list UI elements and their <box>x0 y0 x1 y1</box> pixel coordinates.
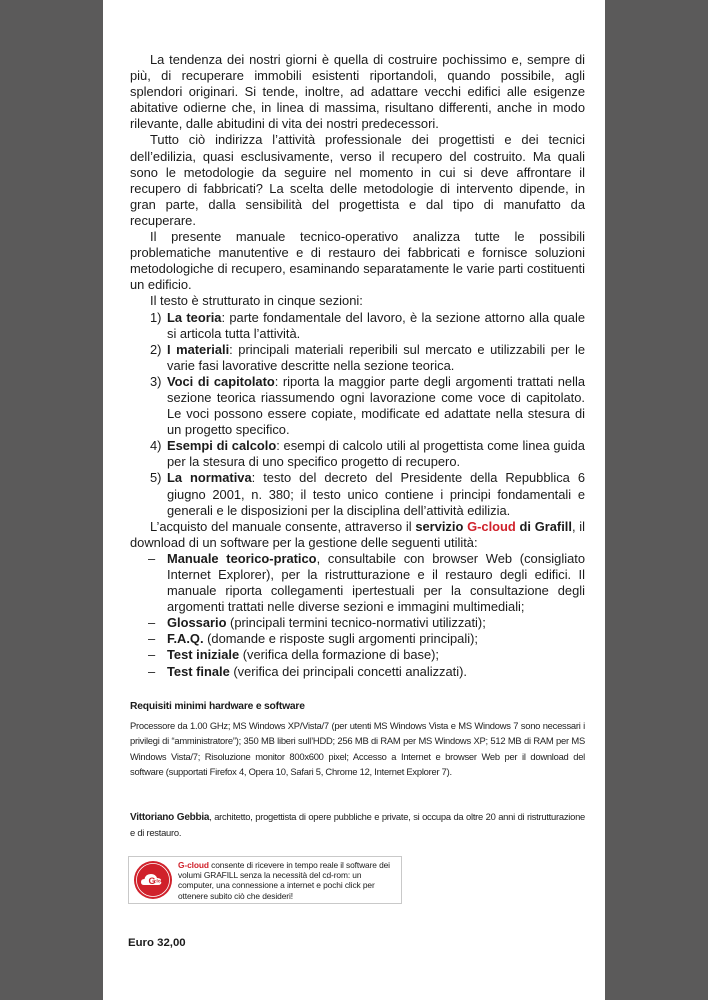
grafill-label: di Grafill <box>515 518 572 534</box>
logo-word: cloud <box>154 878 167 884</box>
promo-description: consente di ricevere in tempo reale il software dei volumi GRAFILL senza la necessità del cd-rom: un computer, una connessione a internet e pochi click per ottenere subito ciò che desideri! <box>178 860 390 901</box>
utility-item <box>130 631 585 647</box>
utility-title: Test iniziale <box>167 647 240 663</box>
utility-item <box>130 551 585 615</box>
gcloud-promo-box <box>128 856 402 904</box>
author-description: , architetto, progettista di opere pubbliche e private, si occupa da oltre 20 anni di ristrutturazione e di restauro. <box>130 810 585 839</box>
logo-letter: G <box>148 876 156 886</box>
utility-title: F.A.Q. <box>167 631 204 647</box>
section-description: : principali materiali reperibili sul mercato e utilizzabili per le varie fasi lavorative descritte nella sezione teorica. <box>167 341 585 373</box>
gcloud-logo-icon <box>133 860 173 900</box>
requirements-text: Processore da 1.00 GHz; MS Windows XP/Vista/7 (per utenti MS Windows Vista e MS Windows 7 sono necessari i privilegi di “amministratore”); 350 MB liberi sull’HDD; 256 MB di RAM per MS Windows XP; 512 MB di RAM per MS Windows Vista/7; Risoluzione monitor 800x600 pixel; Accesso a Internet e browser Web per il download del software (supportati Firefox 4, Opera 10, Safari 5, Chrome 12, Internet Explorer 7). <box>130 719 585 778</box>
promo-text <box>178 860 398 901</box>
dash-bullet: – <box>148 550 156 566</box>
utility-item <box>130 647 585 663</box>
utility-description: , consultabile con browser Web (consigliato Internet Explorer), per la ristrutturazione e il restauro degli edifici. Il manuale riporta collegamenti ipertestuali per la consultazione degli argomenti trattati nelle diverse sezioni e immagini multimediali; <box>167 550 585 615</box>
section-title: Esempi di calcolo <box>167 438 277 454</box>
utility-item <box>130 664 585 680</box>
servizio-label: servizio <box>415 518 468 534</box>
price-label: Euro 32,00 <box>128 937 186 949</box>
utilities-list <box>130 551 585 680</box>
content-column <box>130 52 585 841</box>
intro-paragraph-2: Tutto ciò indirizza l’attività professionale dei progettisti e dei tecnici dell’edilizia, quasi esclusivamente, verso il recupero del costruito. Ma quali sono le metodologie da seguire nel momento in cui si deve affrontare il recupero di fabbricati? La scelta delle metodologie di intervento dipende, in gran parte, dalla sensibilità del progettista e dal tipo di manufatto da recuperare. <box>130 132 585 228</box>
section-item <box>130 310 585 342</box>
section-number: 1) <box>150 309 162 325</box>
section-number: 4) <box>150 438 162 454</box>
dash-bullet: – <box>148 615 156 631</box>
section-number: 2) <box>150 341 162 357</box>
dash-bullet: – <box>148 663 156 679</box>
purchase-text-end: , il download di un software per la gestione delle seguenti utilità: <box>130 518 585 550</box>
intro-paragraph-4: Il testo è strutturato in cinque sezioni: <box>150 293 363 309</box>
purchase-text-start: L’acquisto del manuale consente, attraverso il <box>150 518 416 534</box>
section-description: : parte fondamentale del lavoro, è la sezione attorno alla quale si articola tutta l’attività. <box>167 309 585 341</box>
section-title: Voci di capitolato <box>167 373 275 389</box>
section-title: I materiali <box>167 341 230 357</box>
section-item <box>130 374 585 438</box>
section-title: La normativa <box>167 470 252 486</box>
section-number: 5) <box>150 470 162 486</box>
utility-title: Test finale <box>167 663 230 679</box>
section-title: La teoria <box>167 309 222 325</box>
author-bio <box>130 809 585 841</box>
intro-paragraph-1: La tendenza dei nostri giorni è quella di costruire pochissimo e, sempre di più, di recuperare immobili esistenti riportandoli, quando possibile, agli splendori originari. Si tende, inoltre, ad adattare vecchi edifici alle esigenze abitative odierne che, in linea di massima, risultano differenti, anche in modo rilevante, dalle abitudini di vita dei nostri predecessori. <box>130 52 585 132</box>
utility-description: (principali termini tecnico-normativi utilizzati); <box>226 615 486 631</box>
section-description: : riporta la maggior parte degli argomenti trattati nella sezione teorica riassumendo ogni lavorazione come voce di capitolato. Le voci possono essere copiate, modificate ed adattate nella stesura di un progetto specifico. <box>167 373 585 438</box>
section-description: : testo del decreto del Presidente della Repubblica 6 giugno 2001, n. 380; il testo unico contiene i principi fondamentali e generali e le disposizioni per la disciplina dell’attività edilizia. <box>167 470 585 518</box>
author-name: Vittoriano Gebbia <box>130 811 210 823</box>
back-cover-page <box>103 0 605 1000</box>
section-item <box>130 342 585 374</box>
utility-title: Manuale teorico-pratico <box>167 550 317 566</box>
dash-bullet: – <box>148 647 156 663</box>
section-item <box>130 470 585 518</box>
utility-item <box>130 615 585 631</box>
requirements-title: Requisiti minimi hardware e software <box>130 700 305 712</box>
sections-list <box>130 310 585 519</box>
purchase-paragraph <box>130 519 585 551</box>
dash-bullet: – <box>148 631 156 647</box>
utility-title: Glossario <box>167 615 227 631</box>
promo-brand: G-cloud <box>178 860 209 870</box>
gcloud-brand: G-cloud <box>467 518 516 534</box>
section-description: : esempi di calcolo utili al progettista come linea guida per la stesura di uno specifico progetto di recupero. <box>167 438 585 470</box>
section-number: 3) <box>150 373 162 389</box>
utility-description: (domande e risposte sugli argomenti principali); <box>203 631 478 647</box>
utility-description: (verifica della formazione di base); <box>239 647 440 663</box>
intro-paragraph-3: Il presente manuale tecnico-operativo analizza tutte le possibili problematiche manutentive e di restauro dei fabbricati e fornisce soluzioni metodologiche di recupero, esaminando separatamente le varie parti costituenti un edificio. <box>130 229 585 293</box>
main-text <box>130 52 585 680</box>
utility-description: (verifica dei principali concetti analizzati). <box>229 663 467 679</box>
section-item <box>130 438 585 470</box>
